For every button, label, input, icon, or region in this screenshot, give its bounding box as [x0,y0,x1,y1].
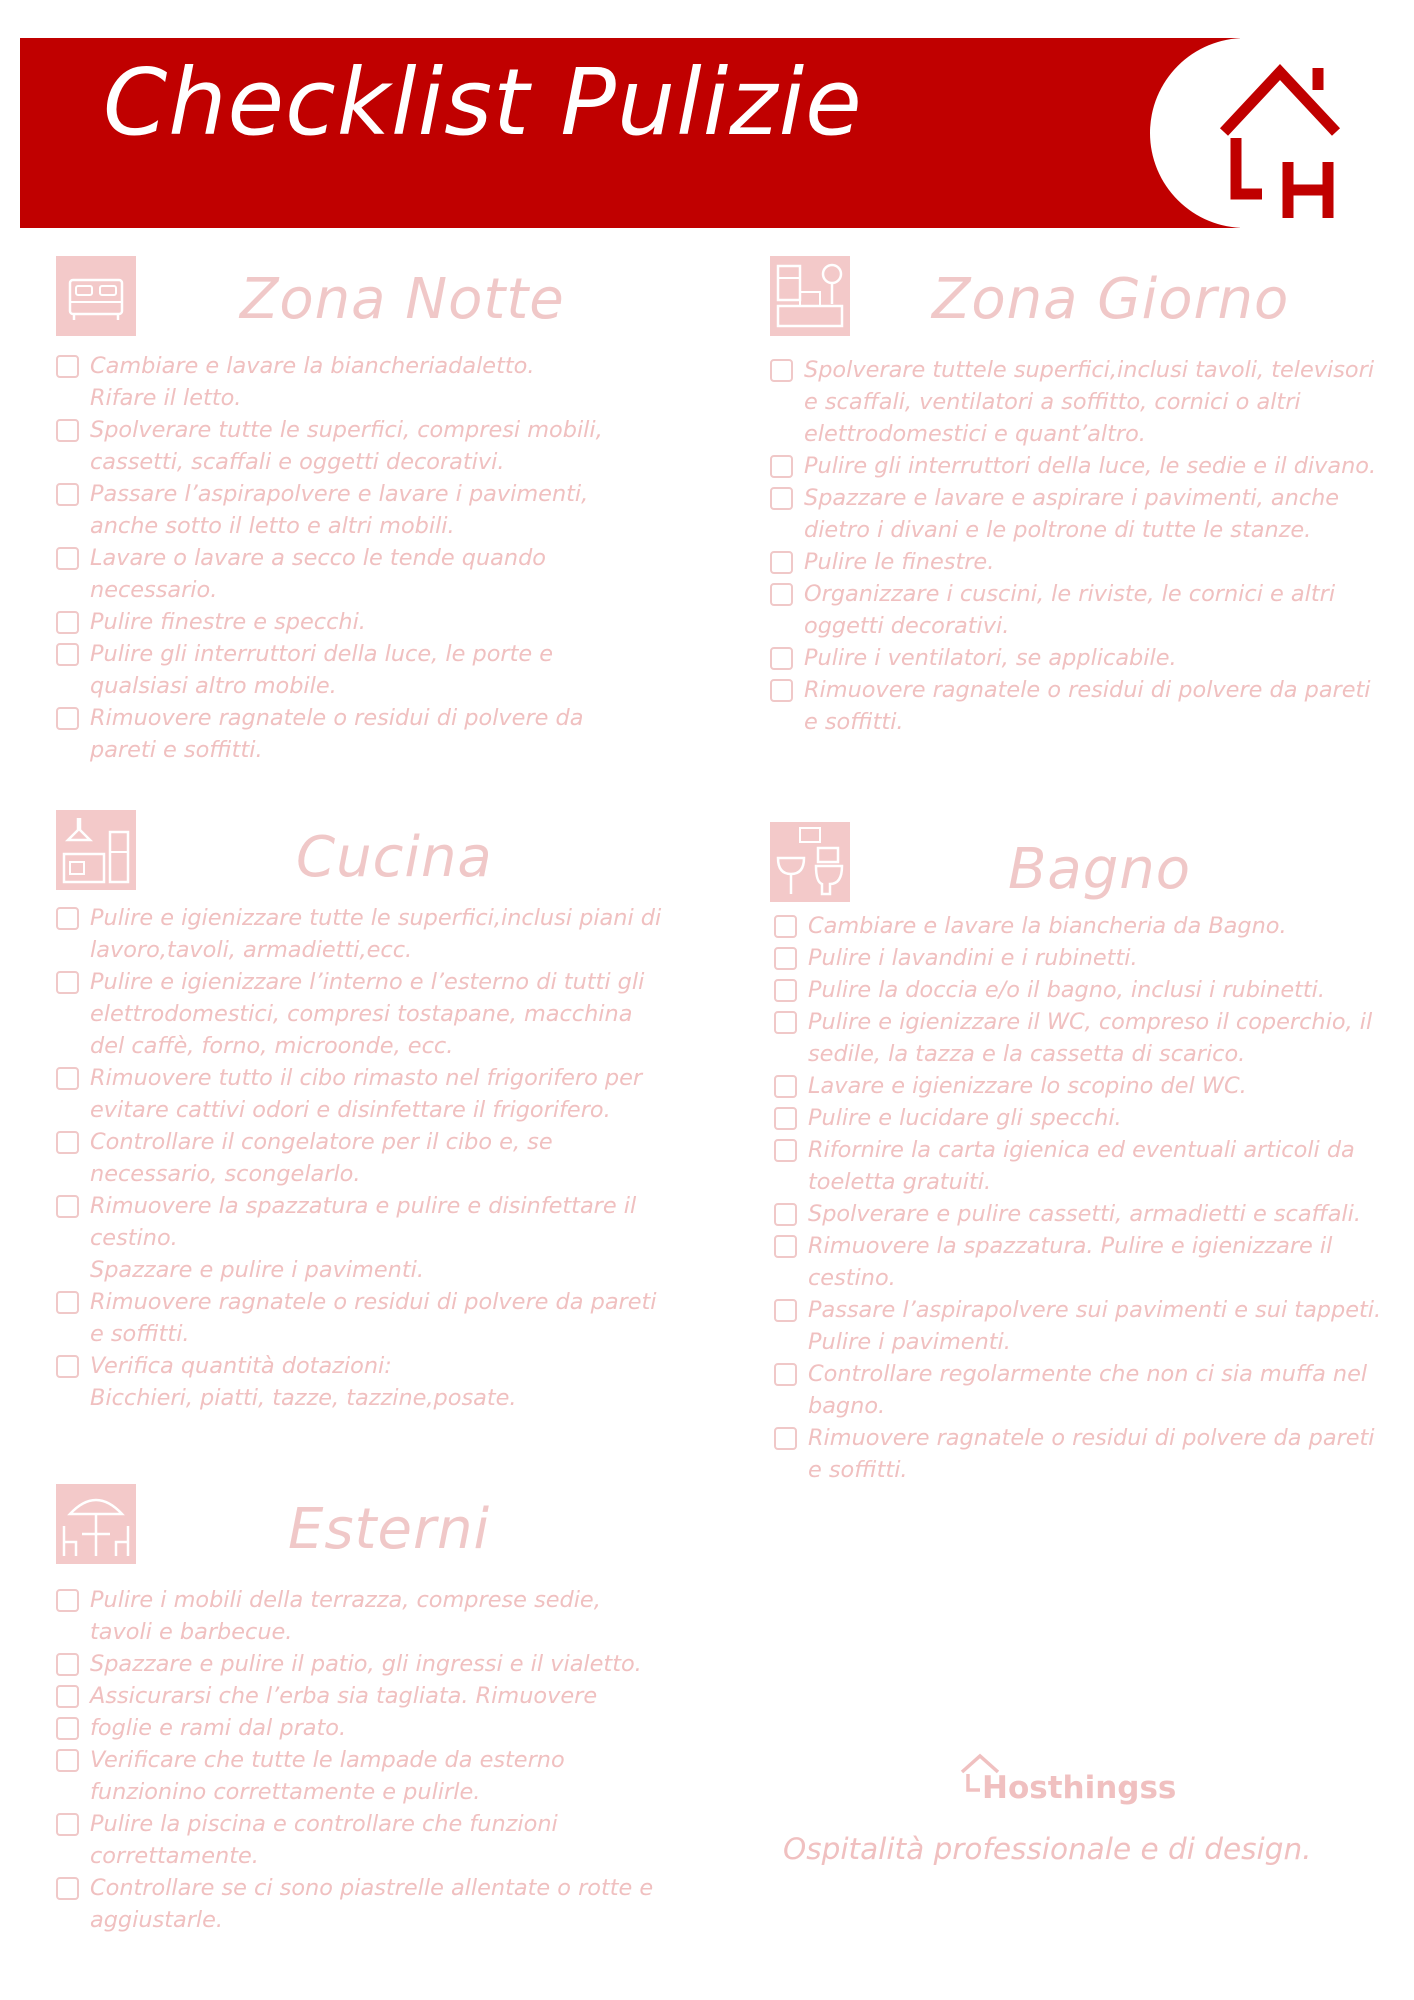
checkbox[interactable] [56,643,79,666]
list-item[interactable]: Spolverare e pulire cassetti, armadietti e scaffali. [774,1198,1384,1230]
checkbox[interactable] [56,971,79,994]
checkbox[interactable] [56,1589,79,1612]
section-title-zona-giorno: Zona Giorno [932,267,1290,332]
checklist-zona-giorno [770,354,1380,738]
list-item[interactable]: Assicurarsi che l’erba sia tagliata. Rimuovere [56,1680,666,1712]
list-item[interactable]: Passare l’aspirapolvere sui pavimenti e sui tappeti. Pulire i pavimenti. [774,1294,1384,1358]
house-logo-icon [1200,50,1360,220]
checkbox[interactable] [56,707,79,730]
checkbox[interactable] [56,1749,79,1772]
list-item[interactable]: Pulire gli interruttori della luce, le porte e qualsiasi altro mobile. [56,638,656,702]
list-item[interactable]: Spazzare e lavare e aspirare i pavimenti, anche dietro i divani e le poltrone di tutte le stanze. [770,482,1380,546]
checklist-zona-notte [56,350,656,766]
list-item[interactable]: Lavare o lavare a secco le tende quando necessario. [56,542,656,606]
section-title-zona-notte: Zona Notte [240,267,565,332]
list-item[interactable]: Spolverare tutte le superfici, compresi mobili, cassetti, scaffali e oggetti decorativi. [56,414,656,478]
list-item[interactable]: Pulire gli interruttori della luce, le sedie e il divano. [770,450,1380,482]
list-item[interactable]: Pulire i mobili della terrazza, comprese sedie, tavoli e barbecue. [56,1584,666,1648]
checkbox[interactable] [56,355,79,378]
list-item[interactable]: Rifornire la carta igienica ed eventuali articoli da toeletta gratuiti. [774,1134,1384,1198]
checkbox[interactable] [56,1813,79,1836]
checkbox[interactable] [770,647,793,670]
list-item[interactable]: Rimuovere ragnatele o residui di polvere da pareti e soffitti. [774,1422,1384,1486]
checkbox[interactable] [56,1653,79,1676]
section-title-bagno: Bagno [1008,837,1192,902]
list-item[interactable]: Spolverare tuttele superfici,inclusi tavoli, televisori e scaffali, ventilatori a soffitto, cornici o altri elettrodomestici e quant’altro. [770,354,1380,450]
checkbox[interactable] [770,359,793,382]
checkbox[interactable] [774,1363,797,1386]
checkbox[interactable] [56,1131,79,1154]
list-item[interactable]: Pulire la piscina e controllare che funzioni correttamente. [56,1808,666,1872]
checklist-bagno [774,910,1384,1486]
checkbox[interactable] [774,947,797,970]
list-item[interactable]: Pulire finestre e specchi. [56,606,656,638]
patio-umbrella-icon [56,1484,136,1564]
checkbox[interactable] [774,1139,797,1162]
list-item[interactable]: Pulire le finestre. [770,546,1380,578]
section-title-cucina: Cucina [296,825,493,890]
checkbox[interactable] [774,1427,797,1450]
living-room-icon [770,256,850,336]
bathroom-icon [770,822,850,902]
list-item[interactable]: Verifica quantità dotazioni: [56,1350,666,1382]
brand-name: Hosthingss [982,1770,1177,1806]
list-item[interactable]: Pulire e igienizzare tutte le superfici,inclusi piani di lavoro,tavoli, armadietti,ecc. [56,902,666,966]
checkbox[interactable] [56,1355,79,1378]
page-title: Checklist Pulizie [103,49,863,156]
checkbox[interactable] [56,1685,79,1708]
list-item[interactable]: Verificare che tutte le lampade da esterno funzionino correttamente e pulirle. [56,1744,666,1808]
checkbox[interactable] [774,1299,797,1322]
checkbox[interactable] [774,1075,797,1098]
checkbox[interactable] [56,483,79,506]
kitchen-icon [56,810,136,890]
checkbox[interactable] [56,547,79,570]
checkbox[interactable] [774,1203,797,1226]
checklist-cucina [56,902,666,1414]
list-item: Rifare il letto. [90,385,242,411]
list-item[interactable]: Lavare e igienizzare lo scopino del WC. [774,1070,1384,1102]
bed-icon [56,256,136,336]
checkbox[interactable] [770,551,793,574]
checkbox[interactable] [774,1107,797,1130]
checkbox[interactable] [56,907,79,930]
checkbox[interactable] [56,1877,79,1900]
tagline: Ospitalità professionale e di design. [783,1832,1312,1866]
checkbox[interactable] [770,455,793,478]
checkbox[interactable] [770,487,793,510]
list-item: Bicchieri, piatti, tazze, tazzine,posate. [90,1385,517,1411]
list-item[interactable]: Controllare il congelatore per il cibo e, se necessario, scongelarlo. [56,1126,666,1190]
list-item[interactable]: Controllare se ci sono piastrelle allentate o rotte e aggiustarle. [56,1872,666,1936]
list-item[interactable]: Cambiare e lavare la biancheriadaletto. [56,350,656,382]
list-item[interactable]: Pulire e lucidare gli specchi. [774,1102,1384,1134]
list-item[interactable]: Pulire i lavandini e i rubinetti. [774,942,1384,974]
list-item[interactable]: Passare l’aspirapolvere e lavare i pavimenti, anche sotto il letto e altri mobili. [56,478,656,542]
checkbox[interactable] [56,1291,79,1314]
list-item[interactable]: foglie e rami dal prato. [56,1712,666,1744]
checkbox[interactable] [56,1067,79,1090]
list-item[interactable]: Pulire i ventilatori, se applicabile. [770,642,1380,674]
list-item[interactable]: Rimuovere ragnatele o residui di polvere da pareti e soffitti. [56,1286,666,1350]
checkbox[interactable] [56,1195,79,1218]
checkbox[interactable] [770,583,793,606]
checkbox[interactable] [56,1717,79,1740]
list-item[interactable]: Pulire la doccia e/o il bagno, inclusi i rubinetti. [774,974,1384,1006]
checkbox[interactable] [774,979,797,1002]
list-item[interactable]: Spazzare e pulire il patio, gli ingressi e il vialetto. [56,1648,666,1680]
list-item[interactable]: Rimuovere la spazzatura. Pulire e igienizzare il cestino. [774,1230,1384,1294]
checkbox[interactable] [774,1235,797,1258]
list-item: Spazzare e pulire i pavimenti. [90,1257,424,1283]
checklist-esterni [56,1584,666,1936]
list-item[interactable]: Controllare regolarmente che non ci sia muffa nel bagno. [774,1358,1384,1422]
checkbox[interactable] [56,611,79,634]
list-item[interactable]: Rimuovere la spazzatura e pulire e disinfettare il cestino. [56,1190,666,1254]
checkbox[interactable] [770,679,793,702]
checkbox[interactable] [774,915,797,938]
list-item[interactable]: Rimuovere ragnatele o residui di polvere da pareti e soffitti. [56,702,656,766]
list-item[interactable]: Pulire e igienizzare l’interno e l’esterno di tutti gli elettrodomestici, compresi tostapane, macchina del caffè, forno, microonde, ecc. [56,966,666,1062]
list-item[interactable]: Organizzare i cuscini, le riviste, le cornici e altri oggetti decorativi. [770,578,1380,642]
list-item[interactable]: Pulire e igienizzare il WC, compreso il coperchio, il sedile, la tazza e la cassetta di scarico. [774,1006,1384,1070]
list-item[interactable]: Rimuovere tutto il cibo rimasto nel frigorifero per evitare cattivi odori e disinfettare il frigorifero. [56,1062,666,1126]
section-title-esterni: Esterni [288,1497,491,1562]
list-item[interactable]: Cambiare e lavare la biancheria da Bagno. [774,910,1384,942]
checkbox[interactable] [56,419,79,442]
checkbox[interactable] [774,1011,797,1034]
list-item[interactable]: Rimuovere ragnatele o residui di polvere da pareti e soffitti. [770,674,1380,738]
